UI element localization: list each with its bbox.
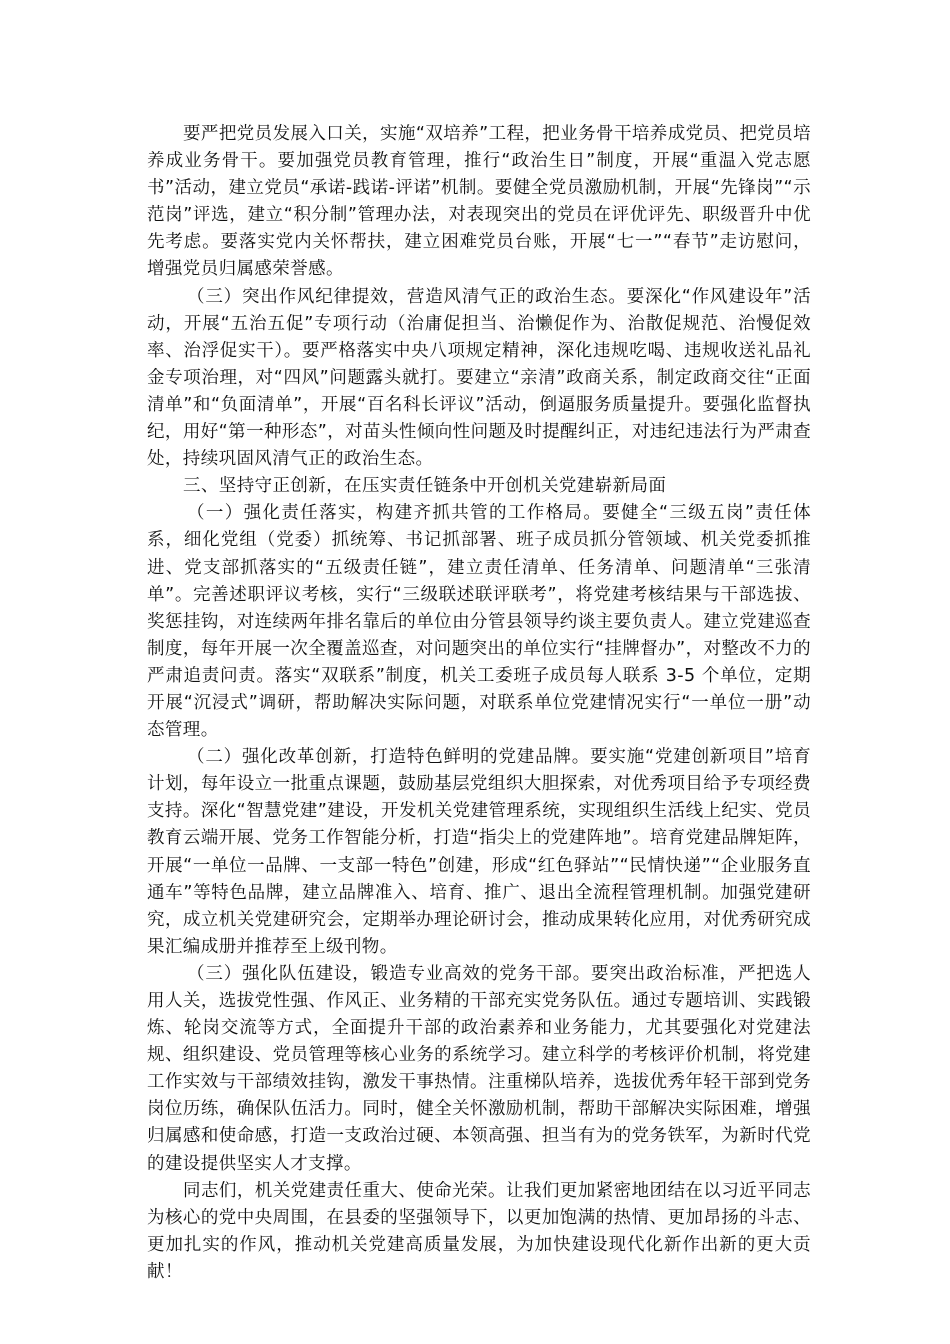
paragraph-team-building: （三）强化队伍建设，锻造专业高效的党务干部。要突出政治标准，严把选人用人关，选拔党性强、作风正、业务精的干部充实党务队伍。通过专题培训、实践锻炼、轮岗交流等方式，全面提升干部的政治素养和业务能力，尤其要强化对党建法规、组织建设、党员管理等核心业务的系统学习。建立科学的考核评价机制，将党建工作实效与干部绩效挂钩，激发干事热情。注重梯队培养，选拔优秀年轻干部到党务岗位历练，确保队伍活力。同时，健全关怀激励机制，帮助干部解决实际困难，增强归属感和使命感，打造一支政治过硬、本领高强、担当有为的党务铁军，为新时代党的建设提供坚实人才支撑。 [147, 963, 811, 1174]
paragraph-reform-innovation: （二）强化改革创新，打造特色鲜明的党建品牌。要实施“党建创新项目”培育计划，每年设立一批重点课题，鼓励基层党组织大胆探索，对优秀项目给予专项经费支持。深化“智慧党建”建设，开发机关党建管理系统，实现组织生活线上纪实、党员教育云端开展、党务工作智能分析，打造“指尖上的党建阵地”。培育党建品牌矩阵，开展“一单位一品牌、一支部一特色”创建，形成“红色驿站”“民情快递”“企业服务直通车”等特色品牌，建立品牌准入、培育、推广、退出全流程管理机制。加强党建研究，成立机关党建研究会，定期举办理论研讨会，推动成果转化应用，对优秀研究成果汇编成册并推荐至上级刊物。 [147, 747, 811, 957]
section-heading-three: 三、坚持守正创新，在压实责任链条中开创机关党建崭新局面 [183, 476, 667, 497]
paragraph-responsibility: （一）强化责任落实，构建齐抓共管的工作格局。要健全“三级五岗”责任体系，细化党组（党委）抓统筹、书记抓部署、班子成员抓分管领域、机关党委抓推进、党支部抓落实的“五级责任链”，建立责任清单、任务清单、问题清单“三张清单”。完善述职评议考核，实行“三级联述联评联考”，将党建考核结果与干部选拔、奖惩挂钩，对连续两年排名靠后的单位由分管县领导约谈主要负责人。建立党建巡查制度，每年开展一次全覆盖巡查，对问题突出的单位实行“挂牌督办”，对整改不力的严肃追责问责。落实“双联系”制度，机关工委班子成员每人联系 3-5 个单位，定期开展“沉浸式”调研，帮助解决实际问题，对联系单位党建情况实行“一单位一册”动态管理。 [147, 503, 811, 741]
document-body [147, 121, 811, 1286]
paragraph-closing: 同志们，机关党建责任重大、使命光荣。让我们更加紧密地团结在以习近平同志为核心的党中央周围，在县委的坚强领导下，以更加饱满的热情、更加昂扬的斗志、更加扎实的作风，推动机关党建高质量发展，为加快建设现代化新作出新的更大贡献！ [147, 1180, 811, 1282]
paragraph-member-development: 要严把党员发展入口关，实施“双培养”工程，把业务骨干培养成党员、把党员培养成业务骨干。要加强党员教育管理，推行“政治生日”制度，开展“重温入党志愿书”活动，建立党员“承诺-践诺-评诺”机制。要健全党员激励机制，开展“先锋岗”“示范岗”评选，建立“积分制”管理办法，对表现突出的党员在评优评先、职级晋升中优先考虑。要落实党内关怀帮扶，建立困难党员台账，开展“七一”“春节”走访慰问，增强党员归属感荣誉感。 [147, 124, 811, 280]
paragraph-style-discipline: （三）突出作风纪律提效，营造风清气正的政治生态。要深化“作风建设年”活动，开展“五治五促”专项行动（治庸促担当、治懒促作为、治散促规范、治慢促效率、治浮促实干）。要严格落实中央八项规定精神，深化违规吃喝、违规收送礼品礼金专项治理，对“四风”问题露头就打。要建立“亲清”政商关系，制定政商交往“正面清单”和“负面清单”，开展“百名科长评议”活动，倒逼服务质量提升。要强化监督执纪，用好“第一种形态”，对苗头性倾向性问题及时提醒纠正，对违纪违法行为严肃查处，持续巩固风清气正的政治生态。 [147, 286, 811, 470]
